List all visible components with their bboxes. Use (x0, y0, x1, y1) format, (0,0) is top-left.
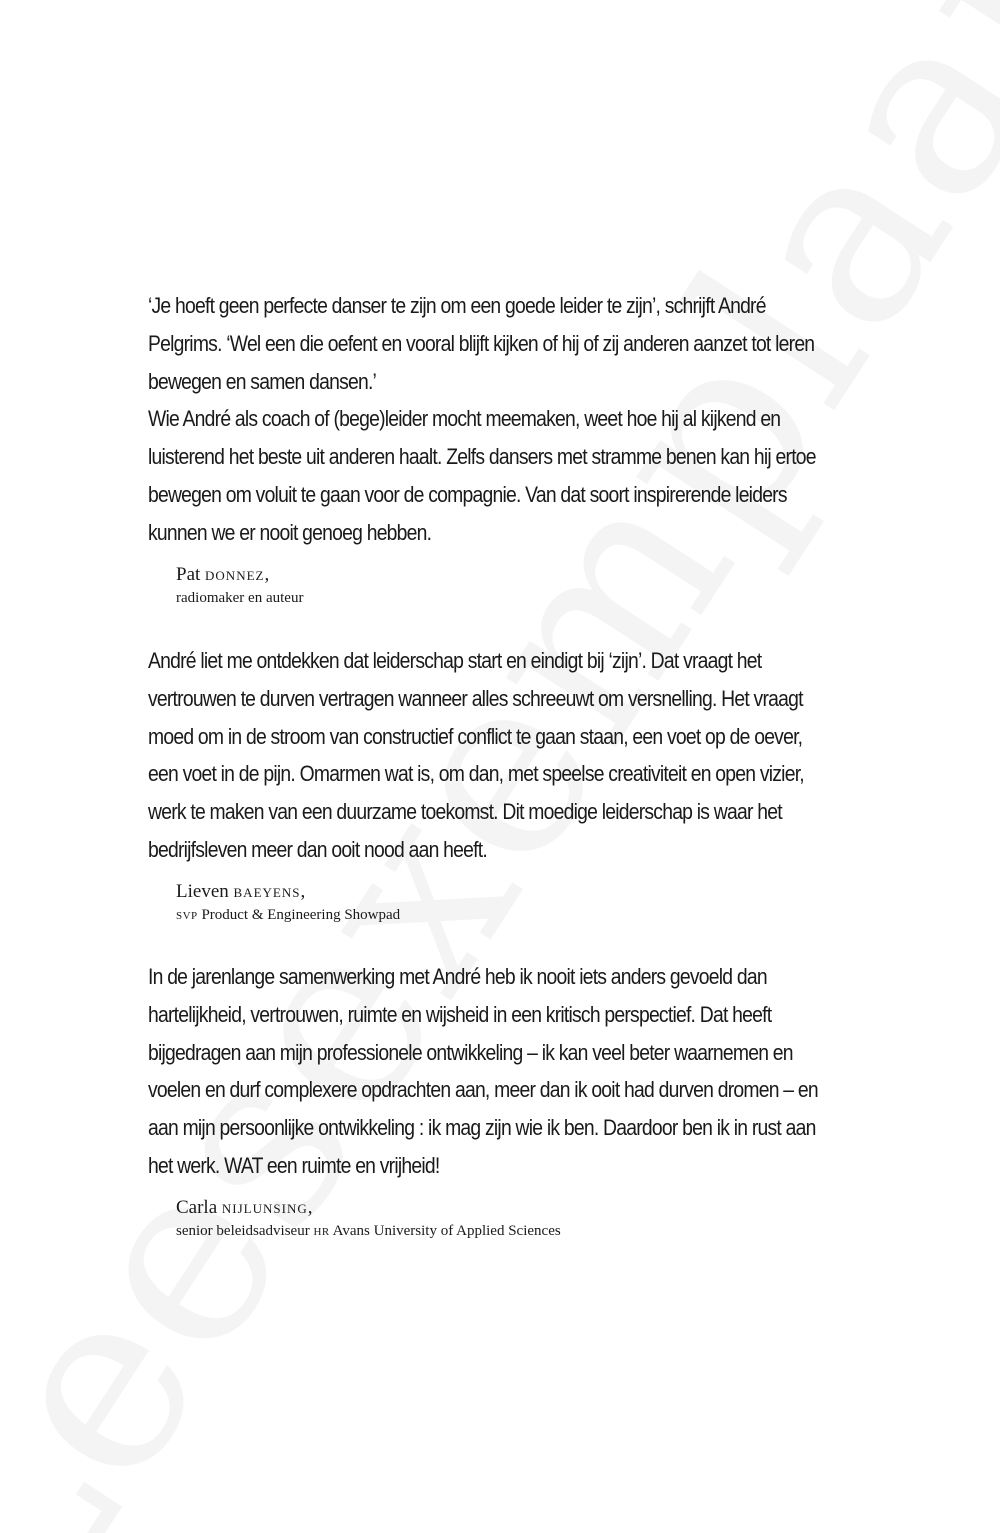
testimonial-text (148, 287, 819, 552)
author-last-name: donnez, (205, 563, 271, 585)
testimonial-paragraph: ‘Je hoeft geen perfecte danser te zijn om een goede leider te zijn’, schrijft André Pelgrims. ‘Wel een die oefent en vooral blijft kijken of hij of zij anderen aanzet tot leren bewegen en samen dansen.’ (148, 293, 815, 394)
author-role-text: Product & Engineering Showpad (197, 906, 401, 923)
author-role-text: Avans University of Applied Sciences (329, 1222, 561, 1239)
author-last-name: baeyens, (233, 880, 307, 902)
author-first-name: Lieven (176, 880, 229, 902)
author-role-abbr: hr (313, 1222, 330, 1239)
testimonial-text (148, 642, 819, 869)
author-name (176, 562, 818, 588)
testimonial-text (148, 958, 819, 1185)
author-last-name: nijlunsing, (221, 1196, 314, 1218)
author-role-prefix: senior beleidsadviseur (176, 1222, 314, 1239)
author-name (176, 1195, 818, 1221)
testimonial-paragraph: André liet me ontdekken dat leiderschap start en eindigt bij ‘zijn’. Dat vraagt het vertrouwen te durven vertragen wanneer alles schreeuwt om versnelling. Het vraagt moed om in de stroom van constructief conflict te gaan staan, een voet op de oever, een voet in de pijn. Omarmen wat is, om dan, met speelse creativiteit en open vizier, werk te maken van een duurzame toekomst. Dit moedige leiderschap is waar het bedrijfsleven meer dan ooit nood aan heeft. (148, 648, 804, 862)
author-first-name: Carla (176, 1196, 218, 1218)
author-first-name: Pat (176, 563, 201, 585)
author-role-abbr: svp (176, 906, 198, 923)
attribution (176, 1195, 818, 1241)
author-role: radiomaker en auteur (176, 589, 304, 606)
attribution (176, 879, 818, 925)
author-name (176, 879, 818, 905)
testimonial-carla-nijlunsing (148, 958, 818, 1241)
testimonial-paragraph: In de jarenlange samenwerking met André heb ik nooit iets anders gevoeld dan hartelijkheid, vertrouwen, ruimte en wijsheid in een kritisch perspectief. Dat heeft bijgedragen aan mijn professionele ontwikkeling – ik kan veel beter waarnemen en voelen en durf complexere opdrachten aan, meer dan ik ooit had durven dromen – en aan mijn persoonlijke ontwikkeling : ik mag zijn wie ik ben. Daardoor ben ik in rust aan het werk. WAT een ruimte en vrijheid! (148, 964, 818, 1178)
attribution (176, 562, 818, 608)
author-role (176, 905, 818, 925)
author-role (176, 1221, 818, 1241)
testimonial-lieven-baeyens (148, 642, 818, 925)
testimonial-paragraph: Wie André als coach of (bege)leider mocht meemaken, weet hoe hij al kijkend en luisterend het beste uit anderen haalt. Zelfs dansers met stramme benen kan hij ertoe bewegen om voluit te gaan voor de compagnie. Van dat soort inspirerende leiders kunnen we er nooit genoeg hebben. (148, 406, 816, 545)
testimonial-pat-donnez (148, 287, 818, 608)
